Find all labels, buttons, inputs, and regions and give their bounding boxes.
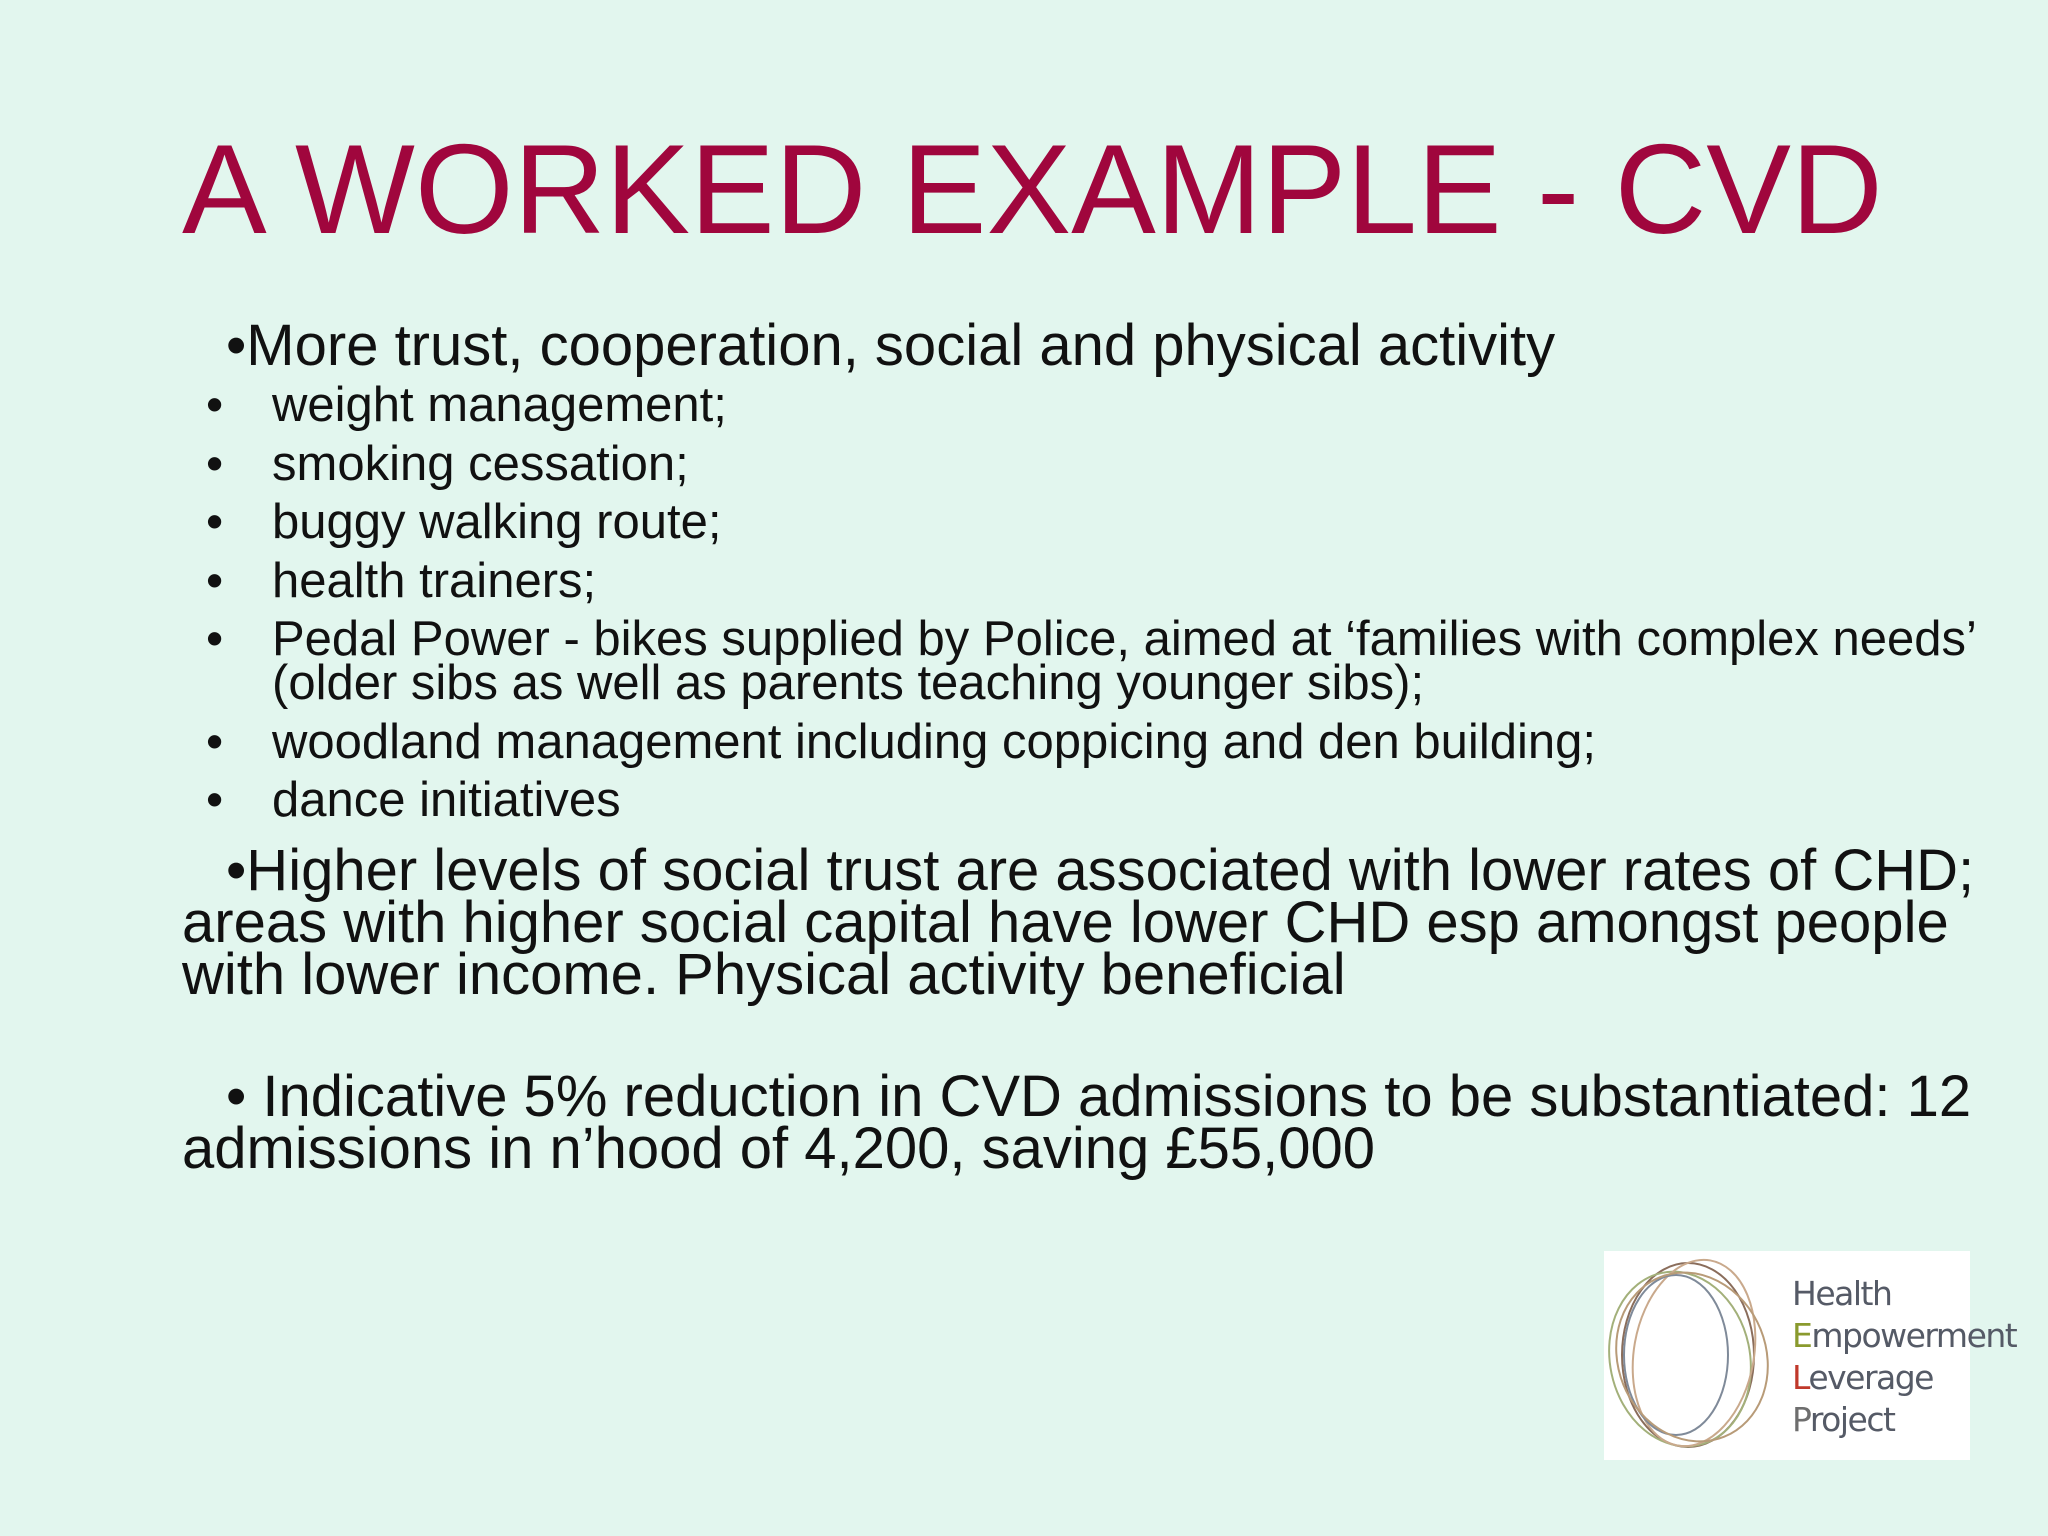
logo-initial: L [1792,1358,1809,1397]
list-item [200,436,1980,491]
activity-list [200,378,1980,837]
logo-initial: E [1792,1316,1812,1355]
list-item [200,553,1980,608]
list-item-text: dance initiatives [272,773,621,827]
list-item-text: health trainers; [272,553,597,608]
bullet-dot: • [206,495,224,549]
cvd-reduction-text: • Indicative 5% reduction in CVD admissions to be substantiated: 12 admissions in n’hood of 4,200, saving £55,000 [182,1064,1972,1181]
list-item-text: Pedal Power - bikes supplied by Police, aimed at ‘families with complex needs’ (older sibs as well as parents teaching younger sibs); [272,612,1976,710]
slide-title: A WORKED EXAMPLE - CVD [182,118,1883,260]
help-logo [1604,1251,2017,1460]
logo-line [1792,1399,2016,1441]
bullet-dot: • [206,612,224,666]
social-trust-paragraph [182,838,1982,1007]
logo-initial: P [1792,1400,1810,1439]
list-item-text: smoking cessation; [272,436,689,491]
logo-rest: mpowerment [1811,1316,2017,1355]
logo-rest: ealth [1815,1274,1892,1313]
bullet-dot: • [206,714,224,769]
bullet-dot: • [206,436,224,491]
logo-rest: everage [1808,1358,1933,1397]
logo-rest: roject [1809,1400,1895,1439]
list-item [200,495,1980,549]
list-item-text: woodland management including coppicing and den building; [272,714,1596,769]
cvd-reduction-paragraph [182,1064,1982,1181]
list-item [200,714,1980,769]
logo-ring [1622,1263,1754,1447]
logo-initial: H [1792,1274,1816,1313]
logo-line [1792,1273,2016,1315]
main-bullet-trust: •More trust, cooperation, social and physical activity [226,313,1556,378]
logo-ring [1604,1251,1784,1460]
logo-rings-icon [1604,1251,1784,1460]
list-item-text: buggy walking route; [272,495,722,549]
bullet-dot: • [206,378,224,432]
logo-line [1792,1315,2016,1357]
list-item-text: weight management; [272,378,727,432]
list-item [200,378,1980,432]
bullet-dot: • [206,773,224,827]
social-trust-text: •Higher levels of social trust are associated with lower rates of CHD; areas with higher social capital have lower CHD esp amongst people with lower income. Physical activity beneficial [182,838,1975,1007]
logo-wordmark [1792,1273,2016,1441]
bullet-dot: • [206,553,224,608]
list-item [200,773,1980,827]
logo-ring [1604,1258,1767,1459]
logo-line [1792,1357,2016,1399]
list-item [200,612,1980,710]
